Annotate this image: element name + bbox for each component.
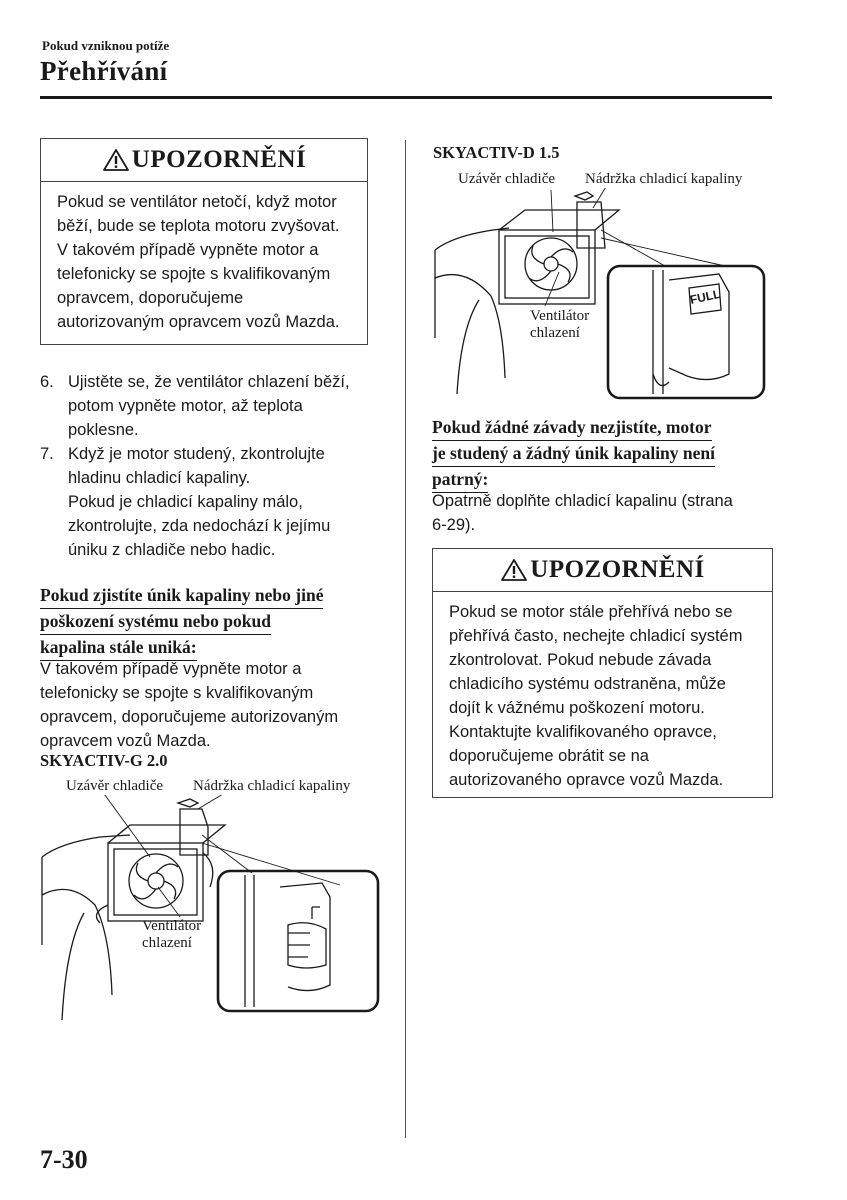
warning-line: dojít k vážnému poškození motoru. [449, 699, 705, 717]
warning-line: chladicího systému odstraněna, může [449, 675, 726, 693]
step-line: hladinu chladicí kapaliny. [68, 469, 251, 487]
body-line: opravcem vozů Mazda. [40, 732, 211, 750]
warning-line: opravcem, doporučujeme [57, 289, 244, 307]
ok-heading [432, 415, 782, 493]
label-radiator-cap: Uzávěr chladiče [458, 171, 556, 187]
label-radiator-cap: Uzávěr chladiče [66, 778, 164, 794]
heading-line: kapalina stále uniká: [40, 635, 197, 661]
label-coolant-tank: Nádržka chladicí kapaliny [193, 778, 351, 794]
warning-box-overheat [432, 548, 773, 798]
heading-line: poškození systému nebo pokud [40, 609, 271, 635]
model-label-g20: SKYACTIV-G 2.0 [40, 751, 168, 770]
step-line: úniku z chladiče nebo hadic. [68, 541, 276, 559]
heading-line: Pokud zjistíte únik kapaliny nebo jiné [40, 583, 323, 609]
leak-heading [40, 583, 380, 661]
step-line: zkontrolujte, zda nedochází k jejímu [68, 517, 331, 535]
step-line: poklesne. [68, 421, 139, 439]
label-fan-line: Ventilátor [530, 308, 590, 324]
body-line: 6-29). [432, 516, 476, 534]
warning-text [41, 182, 367, 334]
list-item [40, 370, 380, 442]
step-line: potom vypněte motor, až teplota [68, 397, 303, 415]
warning-line: V takovém případě vypněte motor a [57, 241, 319, 259]
page-number: 7-30 [40, 1145, 88, 1174]
body-line: V takovém případě vypněte motor a [40, 660, 302, 678]
warning-line: autorizovaného opravce vozů Mazda. [449, 771, 724, 789]
body-line: opravcem, doporučujeme autorizovaným [40, 708, 339, 726]
warning-line: běží, bude se teplota motoru zvyšovat. [57, 217, 340, 235]
label-coolant-tank: Nádržka chladicí kapaliny [585, 171, 743, 187]
engine-bay-illustration-g20 [40, 795, 380, 1020]
engine-bay-illustration-d15 [433, 188, 768, 403]
heading-line: je studený a žádný únik kapaliny není [432, 441, 715, 467]
label-fan-line: chlazení [142, 935, 192, 951]
warning-box-fan [40, 138, 368, 345]
title-rule [40, 96, 772, 99]
warning-title: UPOZORNĚNÍ [131, 146, 307, 173]
warning-triangle-icon [102, 148, 130, 172]
step-line: Když je motor studený, zkontrolujte [68, 445, 325, 463]
warning-text [433, 592, 772, 792]
warning-line: Pokud se ventilátor netočí, když motor [57, 193, 337, 211]
page-title: Přehřívání [40, 56, 168, 86]
section-label: Pokud vzniknou potíže [42, 38, 170, 53]
warning-line: Kontaktujte kvalifikovaného opravce, [449, 723, 717, 741]
warning-header [41, 139, 367, 182]
body-line: Opatrně doplňte chladicí kapalinu (strana [432, 492, 733, 510]
warning-triangle-icon [500, 558, 528, 582]
leak-text [40, 657, 380, 753]
step-number: 7. [40, 445, 54, 463]
model-label-d15: SKYACTIV-D 1.5 [433, 143, 560, 162]
heading-line: Pokud žádné závady nezjistíte, motor [432, 415, 712, 441]
warning-header [433, 549, 772, 592]
warning-line: doporučujeme obrátit se na [449, 747, 649, 765]
tank-full-mark: FULL [688, 286, 722, 307]
warning-title: UPOZORNĚNÍ [530, 556, 705, 583]
label-fan-line: chlazení [530, 325, 580, 341]
warning-line: Pokud se motor stále přehřívá nebo se [449, 603, 733, 621]
step-list [40, 370, 380, 562]
step-line: Ujistěte se, že ventilátor chlazení běží, [68, 373, 350, 391]
ok-text [432, 489, 782, 537]
body-line: telefonicky se spojte s kvalifikovaným [40, 684, 314, 702]
warning-line: přehřívá často, nechejte chladicí systém [449, 627, 743, 645]
step-line: Pokud je chladicí kapaliny málo, [68, 493, 303, 511]
warning-line: telefonicky se spojte s kvalifikovaným [57, 265, 331, 283]
column-divider [405, 140, 406, 1138]
warning-line: zkontrolovat. Pokud nebude závada [449, 651, 712, 669]
warning-line: autorizovaným opravcem vozů Mazda. [57, 313, 340, 331]
step-number: 6. [40, 373, 54, 391]
heading-line: patrný: [432, 467, 488, 493]
list-item [40, 442, 380, 562]
label-fan-line: Ventilátor [142, 918, 202, 934]
